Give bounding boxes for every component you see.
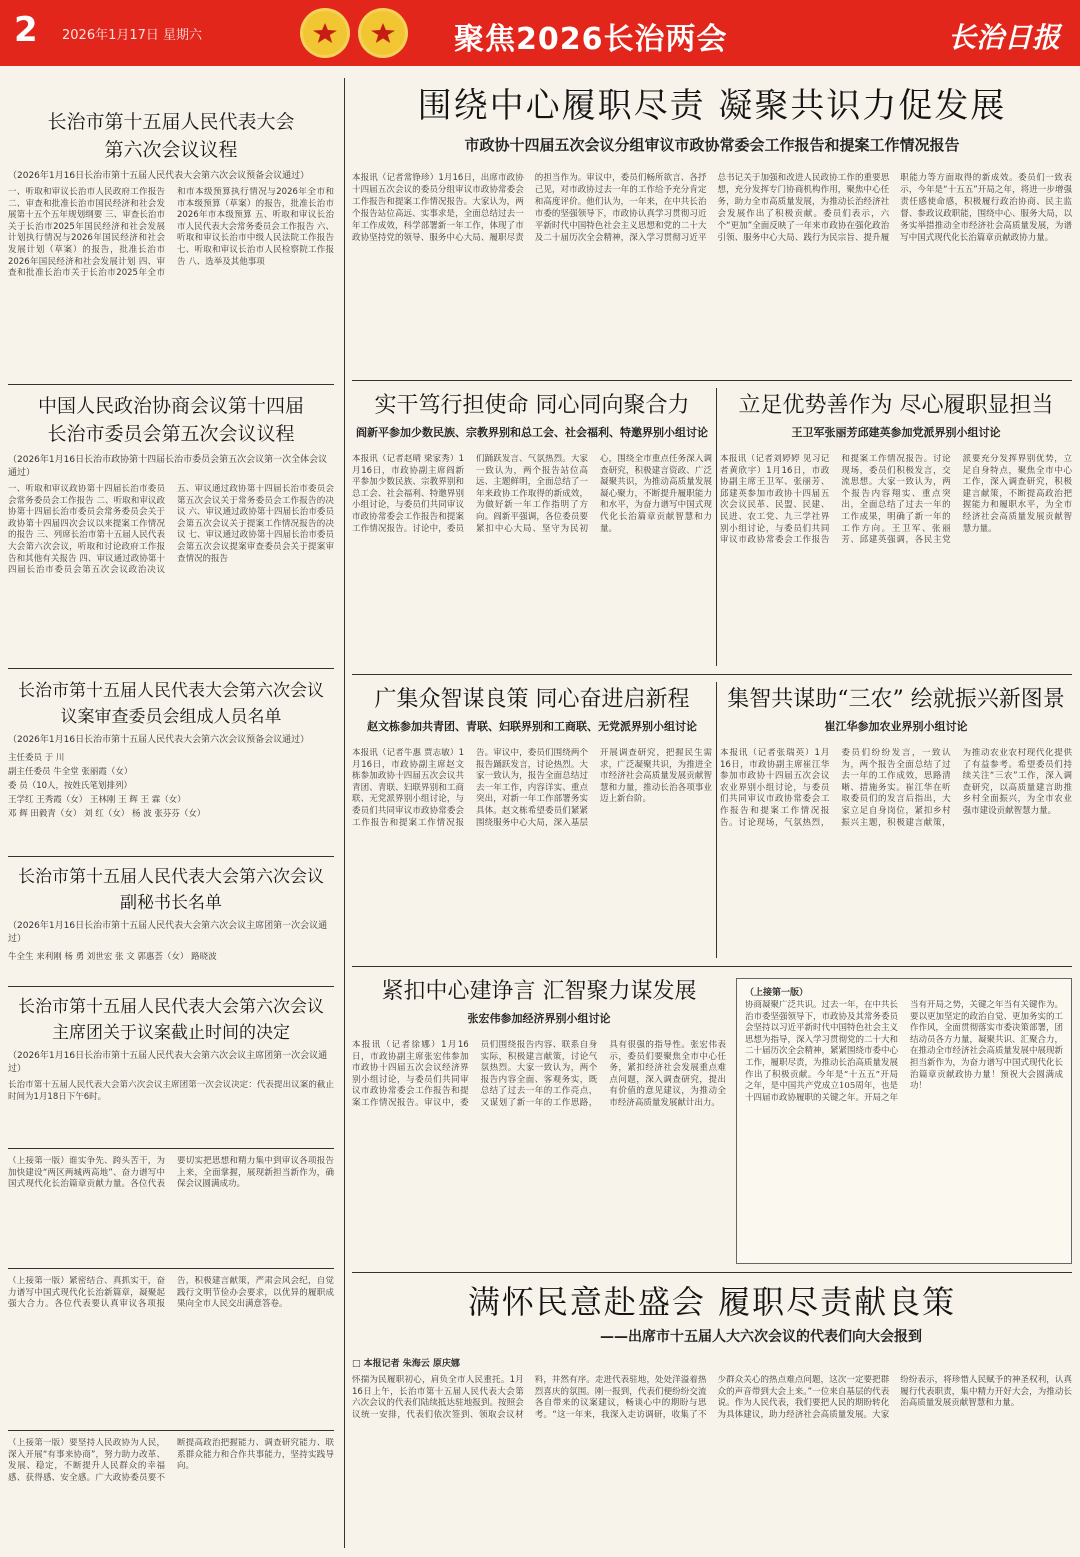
name-list — [8, 751, 334, 821]
continued-article-1: （上接第一版）谁实争先、跨头苦干，为加快建设“两区两城两高地”、奋力谱写中国式现代化长治篇章贡献力量。各位代表要切实把思想和精力集中到审议各项报告上来，全面掌握，展现新担当新作为，确保会议圆满成功。 — [8, 1156, 334, 1190]
name-line: 邓 辉 田毅青（女） 刘 红（女） 杨 波 张芬芬（女） — [8, 809, 206, 819]
article-agriculture — [720, 682, 1072, 948]
article-subhead: 张宏伟参加经济界别小组讨论 — [467, 1012, 611, 1025]
divider — [8, 856, 334, 857]
article-title: 长治市第十五届人民代表大会第六次会议 — [18, 867, 324, 887]
lead-body: 本报讯（记者常铮珍）1月16日，出席市政协十四届五次会议的委员分组审议市政协常委会工作报告和提案工作情况报告。大家认为，两个报告站位高远、实事求是，全面总结过去一年工作成效，科学部署新一年工作，体现了市政协坚持党的领导、服务中心大局、履职尽责的担当作为。审议中，委员们畅所欲言、各抒己见，对市政协过去一年的工作给予充分肯定和高度评价。他们认为，一年来，在中共长治市委的坚强领导下，市政协认真学习贯彻习近平新时代中国特色社会主义思想和党的二十大及二十届历次全会精神，深入学习贯彻习近平总书记关于加强和改进人民政协工作的重要思想，充分发挥专门协商机构作用，聚焦中心任务，助力全市高质量发展，为推动长治经济社会发展作出了积极贡献。委员们表示，六个“更加”全面反映了一年来市政协在强化政治引领、服务中心大局、践行为民宗旨、提升履职能力等方面取得的新成效。委员们一致表示，今年是“十五五”开局之年，将进一步增强责任感使命感，积极履行政治协商、民主监督、参政议政职能，围绕中心、服务大局，以务实举措推动全市经济社会高质量发展，为谱写中国式现代化长治篇章贡献政协力量。 — [352, 173, 1072, 243]
bottom-byline: □ 本报记者 朱海云 原庆娜 — [352, 1359, 460, 1369]
divider — [8, 384, 334, 385]
divider — [352, 380, 1072, 381]
article-body: 一、听取和审议政协第十四届长治市委员会常务委员会工作报告 二、听取和审议政协第十四届长治市委员会常务委员会关于政协第十四届四次会议以来提案工作情况的报告 三、列席长治市第十五届人民代表大会第六次会议，听取和讨论政府工作报告和其他有关报告 四、审议通过政协第十四届长治市委员会第五次会议政治决议 五、审议通过政协第十四届长治市委员会第五次会议关于常务委员会工作报告的决议 六、审议通过政协第十四届长治市委员会第五次会议关于提案工作情况报告的决议 七、审议通过政协第十四届长治市委员会第五次会议提案审查委员会关于提案审查情况的报告 — [8, 484, 334, 576]
article-headline: 广集众智谋良策 同心奋进启新程 — [374, 687, 690, 712]
article-parties — [720, 388, 1072, 654]
name-line: 副主任委员 牛全堂 张丽霞（女） — [8, 767, 133, 777]
name-line: 主任委员 于 川 — [8, 753, 65, 763]
continued-article-3: （上接第一版）要坚持人民政协为人民，深入开展“有事来协商”，努力助力改革、发展、稳定，不断提升人民群众的幸福感、获得感、安全感。广大政协委员要不断提高政治把握能力、调查研究能力、联系群众能力和合作共事能力，坚持实践导向。 — [8, 1438, 334, 1483]
name-line: 牛全生 来利刚 杨 勇 刘世宏 张 文 郭惠荟（女） 路晓波 — [8, 952, 217, 962]
left-article-deadline — [8, 994, 334, 1106]
article-title: 主席团关于议案截止时间的决定 — [52, 1023, 290, 1043]
column-divider — [344, 78, 345, 1548]
article-subhead: 王卫军张丽芳邱建英参加党派界别小组讨论 — [791, 426, 1001, 439]
article-headline: 实干笃行担使命 同心同向聚合力 — [374, 393, 690, 418]
article-youth-women — [352, 682, 712, 948]
article-minority-religion — [352, 388, 712, 654]
issue-date: 2026年1月17日 星期六 — [62, 28, 203, 43]
article-note: （2026年1月16日长治市第十五届人民代表大会第六次会议主席团第一次会议通过） — [8, 921, 328, 944]
left-article-agenda-npc — [8, 108, 334, 355]
article-title: 议案审查委员会组成人员名单 — [60, 707, 282, 727]
name-line: 委 员（10人，按姓氏笔划排列） — [8, 781, 133, 791]
article-note: （2026年1月16日长治市第十五届人民代表大会第六次会议预备会议通过） — [8, 171, 310, 181]
article-note: （2026年1月16日长治市政协第十四届长治市委员会第五次会议第一次全体会议通过） — [8, 455, 328, 478]
name-line: 王学红 王秀霞（女） 王林刚 王 辉 王 霖（女） — [8, 795, 186, 805]
box-title: （上接第一版） — [745, 988, 809, 998]
cppcc-emblem-icon — [358, 8, 408, 58]
divider — [352, 966, 1072, 967]
newspaper-logo: 长治日报 — [948, 21, 1061, 54]
article-title: 长治市第十五届人民代表大会第六次会议 — [18, 681, 324, 701]
article-title: 长治市第十五届人民代表大会第六次会议 — [18, 997, 324, 1017]
bottom-headline: 满怀民意赴盛会 履职尽责献良策 — [467, 1283, 957, 1321]
divider — [8, 1148, 334, 1149]
article-body: 本报讯（记者刘婷婷 见习记者黄欣宇）1月16日，市政协副主席王卫军、张丽芳、邱建英参加市政协十四届五次会议民革、民盟、民建、民进、农工党、九三学社界别小组讨论，与委员们共同审议市政协常委会工作报告和提案工作情况报告。讨论现场，委员们积极发言，交流思想。大家一致认为，两个报告内容翔实、重点突出，全面总结了过去一年的工作成果，明确了新一年的工作方向。王卫军、张丽芳、邱建英强调，各民主党派要充分发挥界别优势，立足自身特点，聚焦全市中心工作，深入调查研究，积极建言献策，不断提高政治把握能力和履职水平，为全市经济社会高质量发展贡献智慧力量。 — [720, 454, 1072, 546]
bottom-subhead: ——出席市十五届人大六次会议的代表们向大会报到 — [600, 1329, 922, 1345]
national-emblem-icon — [300, 8, 350, 58]
divider — [716, 682, 717, 958]
left-article-agenda-cppcc — [8, 392, 334, 654]
lead-article — [352, 80, 1072, 360]
article-body: 本报讯（记者赵晴 梁家秀）1月16日，市政协副主席阎新平参加少数民族、宗教界别和总工会、社会福利、特邀界别小组讨论，与委员们共同审议市政协常委会工作报告和提案工作情况报告。讨论中，委员们踊跃发言、气氛热烈。大家一致认为，两个报告站位高远、主题鲜明，全面总结了一年来政协工作取得的新成效，为做好新一年工作指明了方向。阎新平强调，各位委员要紧扣中心大局、坚守为民初心，围绕全市重点任务深入调查研究，积极建言资政、广泛凝聚共识，为推动高质量发展凝心聚力，不断提升履职能力和水平，为奋力谱写中国式现代化长治篇章贡献智慧和力量。 — [352, 454, 712, 534]
lead-subhead: 市政协十四届五次会议分组审议市政协常委会工作报告和提案工作情况报告 — [464, 136, 960, 154]
bottom-body: 怀揣为民履职初心，肩负全市人民重托。1月16日上午，长治市第十五届人民代表大会第六次会议的代表们陆续抵达驻地报到。按照会议统一安排，代表们依次签到、领取会议材料，井然有序。走进代表驻地，处处洋溢着热烈喜庆的氛围。刚一报到，代表们便纷纷交流各自带来的议案建议，畅谈心中的期盼与思考。“这一年来，我深入走访调研，收集了不少群众关心的热点难点问题，这次一定要把群众的声音带到大会上来。”一位来自基层的代表说。作为人民代表，我们要把人民的期盼转化为具体建议，助力经济社会高质量发展。大家纷纷表示，将珍惜人民赋予的神圣权利，认真履行代表职责，集中精力开好大会，为推动长治高质量发展贡献智慧和力量。 — [352, 1375, 1072, 1420]
article-headline: 立足优势善作为 尽心履职显担当 — [738, 393, 1054, 418]
divider — [8, 1268, 334, 1269]
left-article-deputy-secretaries — [8, 864, 334, 964]
section-banner: 聚焦2026长治两会 — [454, 22, 728, 57]
article-title: 第六次会议议程 — [104, 139, 238, 161]
article-economy — [352, 974, 726, 1240]
article-headline: 紧扣中心建诤言 汇智聚力谋发展 — [381, 979, 697, 1004]
article-body: 本报讯（记者牛惠 贾志敏）1月16日，市政协副主席赵文栋参加政协十四届五次会议共青团、青联、妇联界别和工商联、无党派界别小组讨论，与委员们共同审议市政协常委会工作报告和提案工作情况报告。审议中，委员们围绕两个报告踊跃发言，讨论热烈。大家一致认为，报告全面总结过去一年工作，内容详实、重点突出，对新一年工作部署务实具体。赵文栋希望委员们紧紧围绕服务中心大局，深入基层开展调查研究，把握民生需求，广泛凝聚共识，为推进全市经济社会高质量发展贡献智慧和力量，推动长治各项事业迈上新台阶。 — [352, 748, 712, 828]
commentary-box — [736, 978, 1072, 1264]
left-article-committee — [8, 678, 334, 821]
article-body: 一、听取和审议长治市人民政府工作报告 二、审查和批准长治市国民经济和社会发展第十五个五年规划纲要 三、审查长治市关于长治市2025年国民经济和社会发展计划执行情况与2026年国民经济和社会发展计划（草案）的报告，批准长治市2026年国民经济和社会发展计划 四、审查和批准长治市关于长治市2025年全市和市本级预算执行情况与2026年全市和市本级预算（草案）的报告，批准长治市2026年市本级预算 五、听取和审议长治市人民代表大会常务委员会工作报告 六、听取和审议长治市中级人民法院工作报告 七、听取和审议长治市人民检察院工作报告 八、选举及其他事项 — [8, 187, 334, 279]
article-subhead: 崔江华参加农业界别小组讨论 — [824, 720, 968, 733]
divider — [8, 1430, 334, 1431]
article-subhead: 赵文栋参加共青团、青联、妇联界别和工商联、无党派界别小组讨论 — [367, 720, 697, 733]
article-title: 中国人民政治协商会议第十四届 — [37, 395, 304, 417]
divider — [352, 1272, 1072, 1273]
article-title: 副秘书长名单 — [120, 893, 222, 913]
article-title: 长治市第十五届人民代表大会 — [47, 111, 295, 133]
article-note: （2026年1月16日长治市第十五届人民代表大会第六次会议预备会议通过） — [8, 735, 310, 745]
bottom-article — [352, 1278, 1072, 1553]
box-body: 协商凝聚广泛共识。过去一年，在中共长治市委坚强领导下，市政协及其常务委员会坚持以习近平新时代中国特色社会主义思想为指导，深入学习贯彻党的二十大和二十届历次全会精神，紧紧围绕市委中心工作，履职尽责，为推动长治高质量发展作出了积极贡献。今年是“十五五”开局之年，是中国共产党成立105周年，也是十四届市政协履职的关键之年。开局之年当有开局之势，关键之年当有关键作为。要以更加坚定的政治自觉、更加务实的工作作风，全面贯彻落实市委决策部署，团结动员各方力量，凝聚共识、汇聚合力，在推动全市经济社会高质量发展中展现新担当新作为，为奋力谱写中国式现代化长治篇章贡献政协力量！预祝大会圆满成功！ — [745, 1000, 1063, 1103]
continued-article-2: （上接第一版）紧密结合、真抓实干，奋力谱写中国式现代化长治新篇章，凝聚起强大合力。各位代表要认真审议各项报告，积极建言献策，严肃会风会纪，自觉践行文明节俭办会要求，以优异的履职成果向全市人民交出满意答卷。 — [8, 1276, 334, 1310]
article-note: （2026年1月16日长治市第十五届人民代表大会第六次会议主席团第一次会议通过） — [8, 1051, 328, 1074]
article-headline: 集智共谋助“三农” 绘就振兴新图景 — [727, 687, 1065, 712]
lead-headline: 围绕中心履职尽责 凝聚共识力促发展 — [417, 86, 1007, 126]
article-body: 长治市第十五届人民代表大会第六次会议主席团第一次会议决定：代表提出议案的截止时间为1月18日下午6时。 — [8, 1080, 334, 1102]
divider — [8, 668, 334, 669]
divider — [716, 388, 717, 666]
page-number: 2 — [14, 10, 38, 50]
article-title: 长治市委员会第五次会议议程 — [47, 423, 295, 445]
divider — [352, 674, 1072, 675]
article-body: 本报讯（记者徐娜）1月16日，市政协副主席张宏伟参加市政协十四届五次会议经济界别小组讨论，与委员们共同审议市政协常委会工作报告和提案工作情况报告。审议中，委员们围绕报告内容、联系自身实际，积极建言献策，讨论气氛热烈。大家一致认为，两个报告内容全面、客观务实，既总结了过去一年的工作亮点，又谋划了新一年的工作思路，具有很强的指导性。张宏伟表示，委员们要聚焦全市中心任务，紧扣经济社会发展重点难点问题，深入调查研究，提出有价值的意见建议，为推动全市经济高质量发展献计出力。 — [352, 1040, 726, 1108]
divider — [8, 986, 334, 987]
article-subhead: 阎新平参加少数民族、宗教界别和总工会、社会福利、特邀界别小组讨论 — [356, 426, 708, 439]
article-body: 本报讯（记者张瑞英）1月16日，市政协副主席崔江华参加市政协十四届五次会议农业界别小组讨论，与委员们共同审议市政协常委会工作报告和提案工作情况报告。讨论现场，气氛热烈，委员们纷纷发言，一致认为，两个报告全面总结了过去一年的工作成效，思路清晰、措施务实。崔江华在听取委员们的发言后指出，大家立足自身岗位，紧扣乡村振兴主题，积极建言献策，为推动农业农村现代化提供了有益参考。希望委员们持续关注“三农”工作，深入调查研究，以高质量建言助推乡村全面振兴，为全市农业强市建设贡献智慧力量。 — [720, 748, 1072, 828]
